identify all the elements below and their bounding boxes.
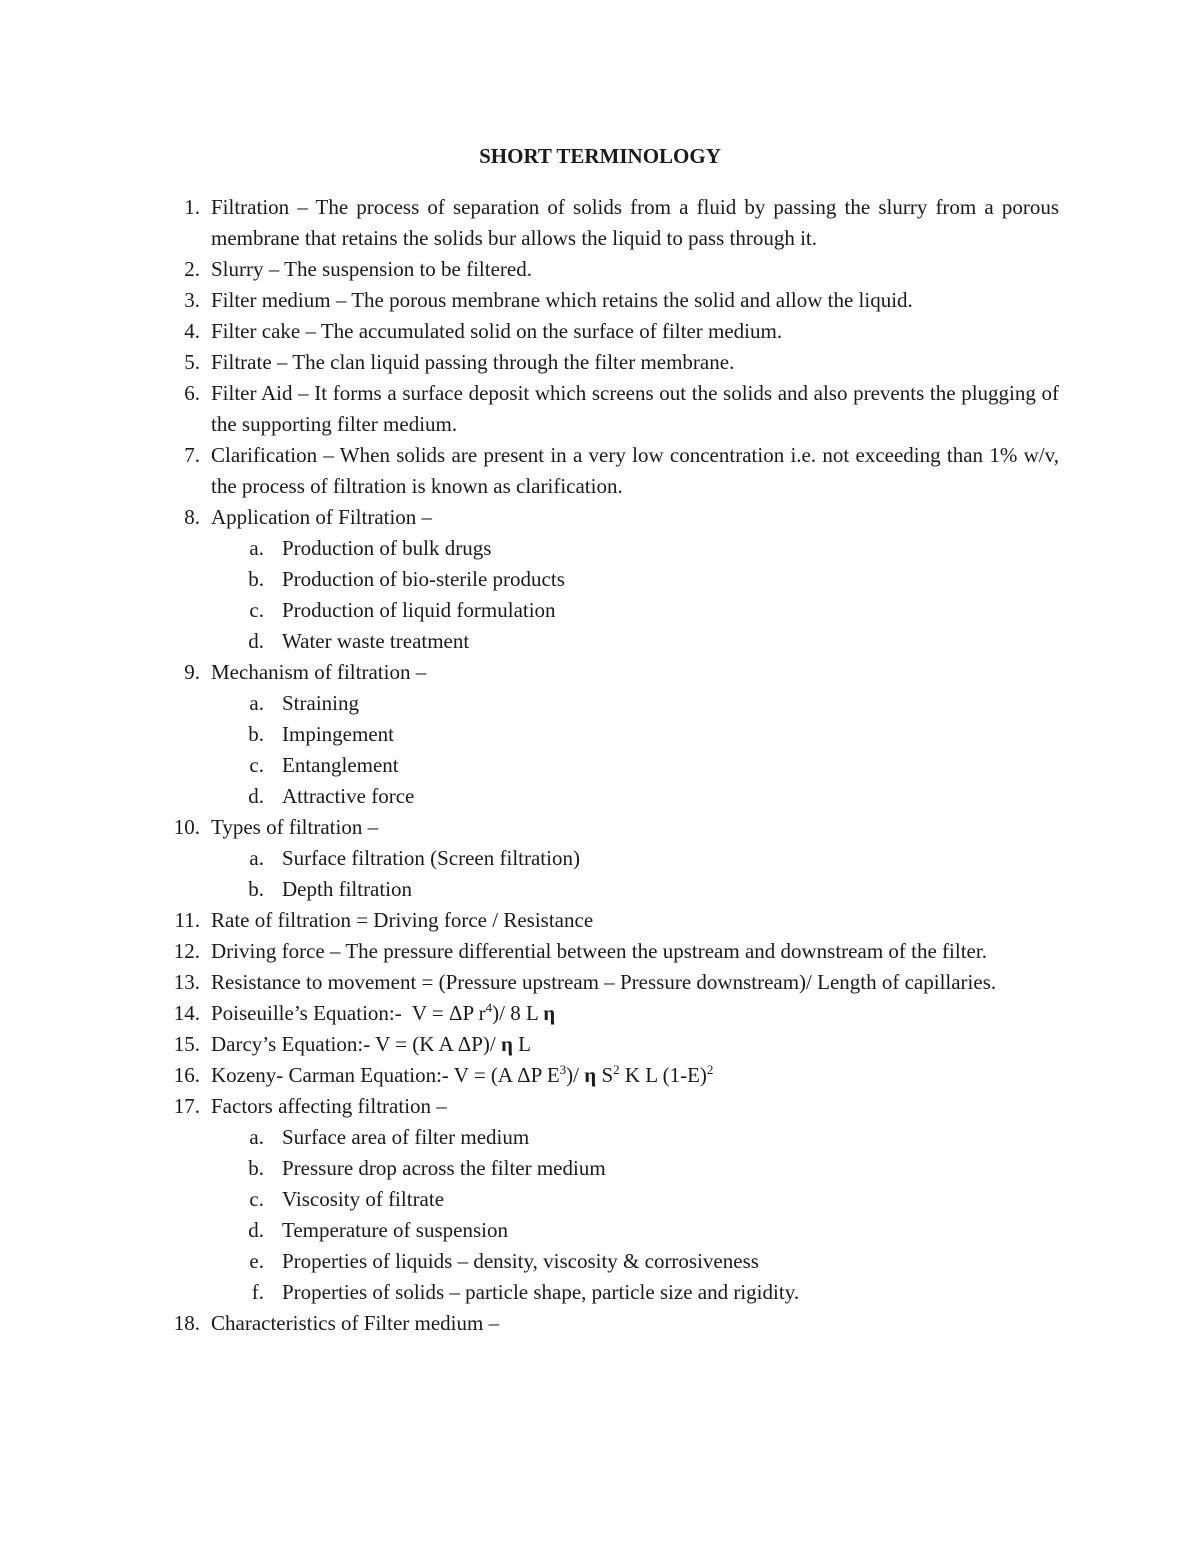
- list-item: [0, 440, 1059, 502]
- sub-item-letter: a.: [249, 691, 264, 715]
- item-text: Filter medium – The porous membrane which retains the solid and allow the liquid.: [211, 288, 913, 312]
- sub-item-text: Surface filtration (Screen filtration): [282, 846, 580, 870]
- sub-item-letter: c.: [249, 753, 264, 777]
- list-item: [0, 1308, 1059, 1339]
- list-item: [0, 378, 1059, 440]
- item-number: 16.: [173, 1063, 200, 1087]
- sub-item-letter: a.: [249, 536, 264, 560]
- list-item: [0, 316, 1059, 347]
- item-number: 1.: [184, 195, 200, 219]
- item-text: Filtration – The process of separation of solids from a fluid by passing the slurry from a porous membrane that retains the solids bur allows the liquid to pass through it.: [211, 195, 1059, 250]
- sub-item: [0, 781, 1060, 812]
- item-number: 3.: [184, 288, 200, 312]
- item-text: Filter Aid – It forms a surface deposit which screens out the solids and also prevents the plugging of the supporting filter medium.: [211, 381, 1059, 436]
- equation-line: [211, 1060, 1059, 1091]
- equation-label: Darcy’s Equation:-: [211, 1032, 371, 1056]
- page-title: SHORT TERMINOLOGY: [479, 144, 721, 168]
- item-number: 2.: [184, 257, 200, 281]
- sub-item: [0, 1153, 1060, 1184]
- sub-item-letter: b.: [248, 722, 264, 746]
- item-text: Filter cake – The accumulated solid on the surface of filter medium.: [211, 319, 783, 343]
- sub-item-letter: b.: [248, 1156, 264, 1180]
- item-number: 17.: [173, 1094, 200, 1118]
- item-text: Types of filtration –: [211, 815, 379, 839]
- sub-item-letter: b.: [248, 567, 264, 591]
- equation-symbol: η: [543, 1001, 556, 1025]
- equation-symbol: η: [500, 1032, 513, 1056]
- equation-symbol: η: [584, 1063, 597, 1087]
- sub-item-text: Production of bulk drugs: [282, 536, 492, 560]
- sub-item: [0, 533, 1060, 564]
- item-number: 15.: [173, 1032, 200, 1056]
- item-number: 9.: [184, 660, 200, 684]
- sub-item: [0, 626, 1060, 657]
- item-number: 14.: [173, 1001, 200, 1025]
- sub-item: [0, 843, 1060, 874]
- item-number: 10.: [173, 815, 200, 839]
- sub-item-text: Properties of liquids – density, viscosity & corrosiveness: [282, 1249, 759, 1273]
- list-item: [0, 1091, 1059, 1122]
- list-item: [0, 998, 1059, 1029]
- item-text: Clarification – When solids are present in a very low concentration i.e. not exceeding than 1% w/v, the process of filtration is known as clarification.: [211, 443, 1059, 498]
- item-text: Filtrate – The clan liquid passing through the filter membrane.: [211, 350, 735, 374]
- sub-item: [0, 564, 1060, 595]
- equation-part: V = (A ΔP E: [453, 1063, 560, 1087]
- item-number: 6.: [184, 381, 200, 405]
- equation-part: S: [596, 1063, 614, 1087]
- equation-label: Kozeny- Carman Equation:-: [211, 1063, 449, 1087]
- sub-item-letter: d.: [248, 1218, 264, 1242]
- sub-item-text: Depth filtration: [282, 877, 413, 901]
- list-item: [0, 936, 1059, 967]
- sub-item: [0, 1246, 1060, 1277]
- item-text: Resistance to movement = (Pressure upstream – Pressure downstream)/ Length of capillaries.: [211, 970, 997, 994]
- equation-part: )/ 8 L: [492, 1001, 544, 1025]
- sub-item-text: Surface area of filter medium: [282, 1125, 530, 1149]
- item-number: 11.: [174, 908, 200, 932]
- sub-item-text: Production of liquid formulation: [282, 598, 556, 622]
- item-text: Characteristics of Filter medium –: [211, 1311, 500, 1335]
- equation-part: V = (K A ΔP)/: [375, 1032, 501, 1056]
- list-item: [0, 347, 1059, 378]
- sub-item-text: Impingement: [282, 722, 394, 746]
- equation-part: K L (1-E): [619, 1063, 707, 1087]
- sub-item: [0, 874, 1060, 905]
- sub-item-text: Attractive force: [282, 784, 415, 808]
- equation-part: )/: [566, 1063, 585, 1087]
- list-item: [0, 1029, 1059, 1060]
- sub-item-text: Properties of solids – particle shape, particle size and rigidity.: [282, 1280, 800, 1304]
- sub-item-letter: d.: [248, 629, 264, 653]
- sub-item-letter: f.: [251, 1280, 264, 1304]
- list-item: [0, 967, 1059, 998]
- sub-item: [0, 719, 1060, 750]
- item-text: Driving force – The pressure differential between the upstream and downstream of the filter.: [211, 939, 987, 963]
- terminology-list: [0, 192, 1200, 1339]
- list-item: [0, 254, 1059, 285]
- sub-item-text: Pressure drop across the filter medium: [282, 1156, 606, 1180]
- equation-superscript: 2: [613, 1062, 620, 1077]
- sub-item: [0, 688, 1060, 719]
- sub-item-letter: a.: [249, 1125, 264, 1149]
- list-item: [0, 905, 1059, 936]
- item-number: 12.: [173, 939, 200, 963]
- sub-item-letter: c.: [249, 598, 264, 622]
- list-item: [0, 812, 1059, 843]
- equation-superscript: 3: [559, 1062, 567, 1077]
- item-text: Application of Filtration –: [211, 505, 433, 529]
- sub-item-letter: e.: [249, 1249, 264, 1273]
- equation-part: L: [512, 1032, 531, 1056]
- sub-item-text: Straining: [282, 691, 359, 715]
- sub-item-letter: d.: [248, 784, 264, 808]
- equation-superscript: 4: [485, 1000, 493, 1015]
- list-item: [0, 285, 1059, 316]
- item-text: Factors affecting filtration –: [211, 1094, 447, 1118]
- item-text: Slurry – The suspension to be filtered.: [211, 257, 532, 281]
- item-text: Mechanism of filtration –: [211, 660, 427, 684]
- item-number: 18.: [173, 1311, 200, 1335]
- sub-item-letter: a.: [249, 846, 264, 870]
- sub-item: [0, 1184, 1060, 1215]
- item-number: 5.: [184, 350, 200, 374]
- equation-part: V = ΔP r: [411, 1001, 486, 1025]
- list-item: [0, 502, 1059, 533]
- sub-item-letter: c.: [249, 1187, 264, 1211]
- equation-line: [211, 1029, 1059, 1060]
- sub-item-text: Temperature of suspension: [282, 1218, 508, 1242]
- item-number: 7.: [184, 443, 200, 467]
- sub-item: [0, 750, 1060, 781]
- equation-line: [211, 998, 1059, 1029]
- item-text: Rate of filtration = Driving force / Resistance: [211, 908, 594, 932]
- equation-label: Poiseuille’s Equation:-: [211, 1001, 402, 1025]
- item-number: 13.: [173, 970, 200, 994]
- list-item: [0, 657, 1059, 688]
- sub-item: [0, 1277, 1060, 1308]
- sub-item: [0, 1122, 1060, 1153]
- sub-item: [0, 595, 1060, 626]
- item-number: 4.: [184, 319, 200, 343]
- equation-superscript: 2: [706, 1062, 714, 1077]
- item-number: 8.: [184, 505, 200, 529]
- sub-item: [0, 1215, 1060, 1246]
- sub-item-text: Water waste treatment: [282, 629, 470, 653]
- sub-item-text: Production of bio-sterile products: [282, 567, 565, 591]
- list-item: [0, 192, 1059, 254]
- sub-item-letter: b.: [248, 877, 264, 901]
- list-item: [0, 1060, 1059, 1091]
- sub-item-text: Viscosity of filtrate: [282, 1187, 445, 1211]
- sub-item-text: Entanglement: [282, 753, 399, 777]
